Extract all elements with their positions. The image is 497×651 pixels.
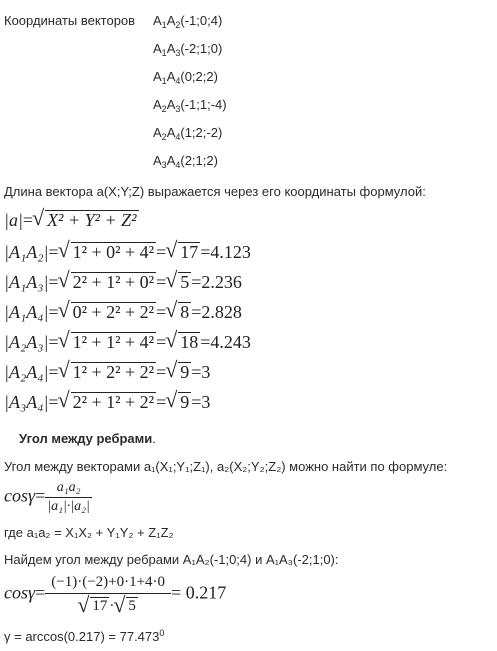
sqrt-sign [167, 302, 191, 323]
sqrt-sign [34, 210, 139, 231]
calc-lhs: cosγ [4, 582, 36, 603]
vector-item: $A_1A_2(-1;0;4)$ [153, 13, 223, 30]
formula-lhs: |a| [4, 210, 23, 230]
length-lhs: |A₁A₃| [4, 272, 49, 292]
vector-item: $A_3A_4(2;1;2)$ [153, 153, 218, 170]
length-value: 2.828 [201, 302, 242, 322]
sqrt-sign [167, 272, 191, 293]
length-formula-line: |A₂A₄|=√ 1² + 2² + 2² =√ 9 =3 [4, 362, 210, 383]
angle-intro-text: Угол между векторами a₁(X₁;Y₁;Z₁), a₂(X₂;Y₂;Z₂) можно найти по формуле: [4, 459, 448, 474]
angle-heading-text: Угол между ребрами [19, 431, 153, 446]
length-value: 4.243 [210, 332, 251, 352]
formula-radicand: X² + Y² + Z² [47, 210, 137, 230]
gamma-result [4, 628, 164, 644]
sqrt-sign [167, 242, 200, 263]
cos-eq: = [35, 485, 46, 506]
formula-eq: = [22, 210, 34, 230]
vector-item: $A_1A_3(-2;1;0)$ [153, 41, 223, 58]
sqrt-sign [60, 242, 157, 263]
calc-den-sqrt-b: 5 [128, 598, 136, 614]
cos-numerator: a₁a₂ [45, 480, 92, 498]
gamma-result-text: γ = arccos(0.217) = 77.473 [4, 629, 160, 644]
length-radicand: 2² + 1² + 2² [72, 392, 155, 412]
length-lhs: |A₃A₄| [4, 392, 49, 412]
length-radicand: 1² + 1² + 4² [72, 332, 155, 352]
length-radicand: 1² + 2² + 2² [72, 362, 155, 382]
length-radicand: 1² + 0² + 4² [72, 242, 155, 262]
sqrt-sign [60, 362, 157, 383]
length-lhs: |A₁A₂| [4, 242, 49, 262]
length-intro-text: Длина вектора a(X;Y;Z) выражается через его координаты формулой: [4, 184, 426, 199]
length-lhs: |A₂A₃| [4, 332, 49, 352]
sqrt-sign [60, 332, 157, 353]
length-value: 3 [201, 362, 211, 382]
calc-numerator: (−1)·(−2)+0·1+4·0 [45, 574, 171, 594]
length-lhs: |A₂A₄| [4, 362, 49, 382]
length-lhs: |A₁A₄| [4, 302, 49, 322]
sqrt-sign [60, 272, 157, 293]
length-sqrt-of: 9 [180, 362, 190, 382]
length-value: 2.236 [201, 272, 242, 292]
length-sqrt-of: 8 [180, 302, 190, 322]
gamma-degree: 0 [159, 628, 165, 638]
cos-denominator: |a₁|·|a₂| [47, 499, 90, 514]
length-formula-line: |A₂A₃|=√ 1² + 1² + 4² =√ 18 =4.243 [4, 332, 251, 353]
sqrt-sign [60, 302, 157, 323]
cos-formula [4, 480, 92, 515]
length-radicand: 2² + 1² + 0² [72, 272, 155, 292]
vector-item: $A_2A_4(1;2;-2)$ [153, 125, 223, 142]
sqrt-sign [167, 332, 200, 353]
cos-calculation [4, 574, 226, 615]
calc-denominator: √ 17 ·√ 5 [45, 594, 171, 615]
calc-eq: = [35, 582, 46, 603]
vector-item: $A_2A_3(-1;1;-4)$ [153, 97, 227, 114]
length-formula-line: |A₃A₄|=√ 2² + 1² + 2² =√ 9 =3 [4, 392, 210, 413]
vector-item: $A_1A_4(0;2;2)$ [153, 69, 218, 86]
sqrt-sign [167, 362, 191, 383]
angle-heading-dot: . [152, 431, 156, 446]
length-formula-line: |A₁A₄|=√ 0² + 2² + 2² =√ 8 =2.828 [4, 302, 242, 323]
sqrt-sign [167, 392, 191, 413]
calc-den-sqrt-a: 17 [92, 598, 108, 614]
length-value: 4.123 [210, 242, 251, 262]
length-sqrt-of: 17 [180, 242, 199, 262]
dot-product-definition: где a₁a₂ = X₁X₂ + Y₁Y₂ + Z₁Z₂ [4, 525, 174, 540]
length-sqrt-of: 18 [180, 332, 199, 352]
coordinates-label: Координаты векторов [4, 13, 136, 28]
length-formula-line: |A₁A₂|=√ 1² + 0² + 4² =√ 17 =4.123 [4, 242, 251, 263]
sqrt-sign [60, 392, 157, 413]
length-formula-line: |A₁A₃|=√ 2² + 1² + 0² =√ 5 =2.236 [4, 272, 242, 293]
general-length-formula [4, 210, 139, 231]
length-value: 3 [201, 392, 211, 412]
length-radicand: 0² + 2² + 2² [72, 302, 155, 322]
length-sqrt-of: 9 [180, 392, 190, 412]
angle-heading [19, 431, 156, 446]
length-sqrt-of: 5 [180, 272, 190, 292]
calc-result: = 0.217 [171, 582, 227, 603]
find-angle-text: Найдем угол между ребрами A₁A₂(-1;0;4) и A₁A₃(-2;1;0): [4, 552, 339, 567]
cos-lhs: cosγ [4, 485, 36, 506]
